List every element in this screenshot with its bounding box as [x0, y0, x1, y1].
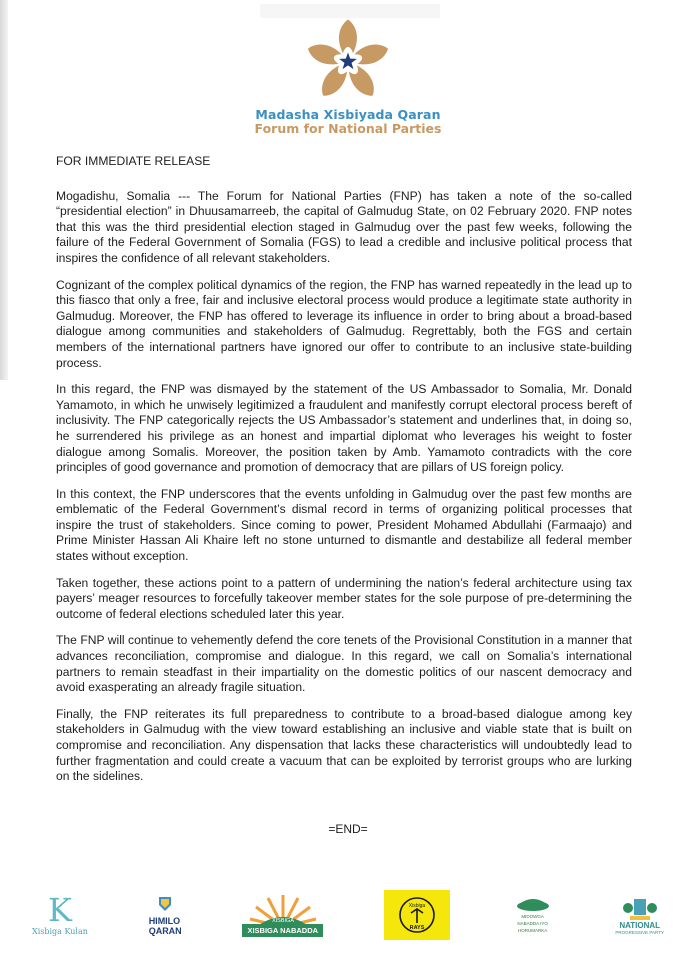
org-subtitle: Forum for National Parties — [254, 121, 442, 136]
himilo-line-2: QARAN — [148, 925, 182, 936]
paragraph-1: Mogadishu, Somalia --- The Forum for National Parties (FNP) has taken a note of the so-called “presidential election” in Dhuusamarreeb, the capital of Galmudug State, on 02 February 2020. FNP notes that this was the third presidential election staged in Galmudug over the past few weeks, following the failure of the Federal Government of Somalia (FGS) to lead a credible and inclusive political process that inspires the confidence of all relevant stakeholders. — [56, 188, 632, 265]
paragraph-5: Taken together, these actions point to a pattern of undermining the nation’s federal architecture using tax payers’ meager resources to forcefully takeover member states for the sole purpose of pre-determining the outcome of federal elections scheduled later this year. — [56, 575, 632, 621]
crest-icon — [622, 896, 658, 922]
nabadda-label: XISBIGA NABADDA — [242, 924, 323, 937]
midowga-logo — [511, 898, 555, 933]
rays-emblem-icon — [397, 895, 437, 935]
paragraph-7: Finally, the FNP reiterates its full preparedness to contribute to a broad-based dialogue among key stakeholders in Galmudug with the view toward establishing an inclusive and viable state that is built on compromise and reconciliation. Any dispensation that lacks these characteristics will undoubtedly lead to further fragmentation and could create a vacuum that can be exploited by terrorist groups who are lurking on the sidelines. — [56, 706, 632, 784]
kulan-logo-letter: K — [48, 890, 72, 929]
fnp-star-logo — [306, 18, 390, 102]
national-progressive-logo — [615, 896, 664, 935]
sun-rays-icon — [248, 893, 318, 927]
dove-icon — [511, 898, 555, 912]
paragraph-4: In this context, the FNP underscores that the events unfolding in Galmudug over the past few months are emblematic of the Federal Government’s dismal record in terms of organizing political processes that inspire the trust of stakeholders. Since coming to power, President Mohamed Abdullahi (Farmaajo) and Prime Minister Hassan Ali Khaire left no stone unturned to dismantle and destabilize all federal member states without exception. — [56, 486, 632, 564]
himilo-qaran-logo — [149, 895, 182, 936]
rays-logo — [384, 890, 450, 940]
paragraph-6: The FNP will continue to vehemently defend the core tenets of the Provisional Constitution in a manner that advances reconciliation, compromise and dialogue. In this regard, we call on Somalia’s international partners to remain steadfast in their impartiality on the domestic politics of our nascent democracy and avoid exasperating an already fragile situation. — [56, 633, 632, 695]
rays-top-text: Xisbiga — [408, 903, 426, 909]
star-icon — [339, 52, 357, 69]
press-release-body — [56, 154, 632, 796]
kulan-logo — [32, 890, 88, 936]
paragraph-3: In this regard, the FNP was dismayed by the statement of the US Ambassador to Somalia, Mr. Donald Yamamoto, in which he unwisely legitimized a fraudulent and manifestly corrupt electoral process bereft of inclusivity. The FNP categorically rejects the US Ambassador’s statement and underlines that, in doing so, he surrendered his privilege as an honest and impartial diplomat who leverages his weight to foster dialogue among Somalis. Moreover, the position taken by Amb. Yamamoto contradicts with the core principles of good governance and promotion of democracy that are pillars of US foreign policy. — [56, 382, 632, 475]
nabadda-top-text: XISBIGA — [271, 918, 294, 924]
midowga-line-1: MIDOWGA — [521, 913, 544, 919]
rays-bottom-text: RAYS — [409, 925, 425, 931]
himilo-line-1: HIMILO — [148, 915, 181, 926]
national-sub-label: PROGRESSIVE PARTY — [615, 929, 664, 935]
paragraph-2: Cognizant of the complex political dynamics of the region, the FNP has warned repeatedly in the lead up to this fiasco that only a free, fair and inclusive electoral process would produce a legitimate state authority in Galmudug. Moreover, the FNP has offered to leverage its influence in order to bring about a broad-based dialogue among communities and stakeholders of Galmudug. Regrettably, both the FGS and certain members of the international partners have ignored our offer to contribute to an inclusive state-building process. — [56, 277, 632, 370]
member-party-logos — [32, 884, 664, 946]
kulan-logo-label: Xisbiga Kulan — [32, 926, 88, 936]
release-label: FOR IMMEDIATE RELEASE — [56, 154, 211, 168]
letterhead — [0, 18, 696, 136]
midowga-line-2: NABADDA IYO — [517, 920, 548, 926]
nabadda-logo — [242, 893, 323, 937]
himilo-emblem-icon — [157, 895, 173, 913]
org-name: Madasha Xisbiyada Qaran — [255, 107, 441, 122]
national-label: NATIONAL — [619, 920, 661, 930]
end-marker: =END= — [328, 822, 368, 836]
midowga-line-3: HORUMARKA — [517, 927, 548, 933]
